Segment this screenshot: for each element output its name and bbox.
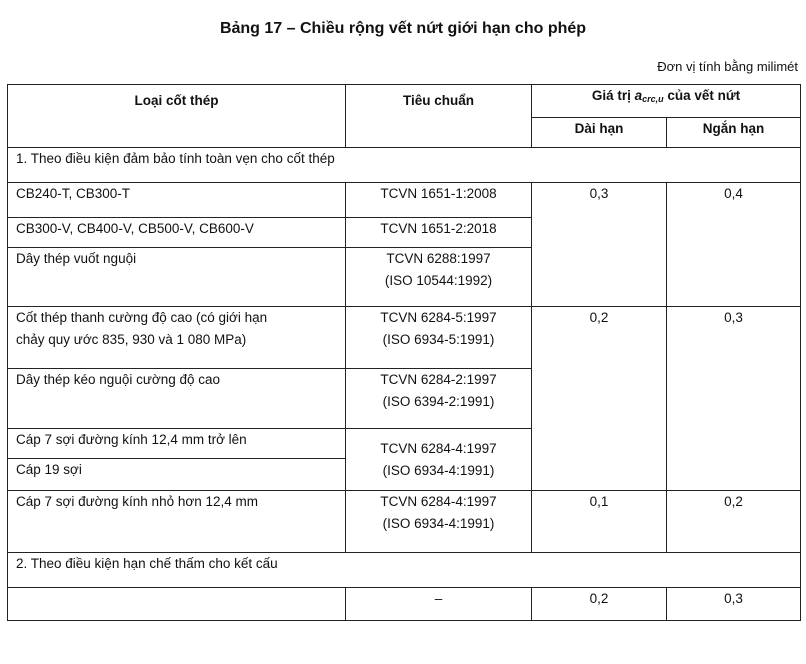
standard-line: TCVN 6284-4:1997 [380, 440, 497, 456]
group2-long-term-value: 0,2 [532, 307, 667, 491]
row-type: Cáp 7 sợi đường kính 12,4 mm trở lên [8, 429, 346, 459]
row-type: CB300-V, CB400-V, CB500-V, CB600-V [8, 218, 346, 248]
group2-short-term-value: 0,3 [667, 307, 801, 491]
header-short-term: Ngắn hạn [667, 118, 801, 148]
row-standard: TCVN 1651-1:2008 [346, 183, 532, 218]
standard-line: TCVN 6288:1997 [386, 251, 491, 266]
section-2-label: 2. Theo điều kiện hạn chế thấm cho kết cấu [8, 553, 801, 588]
row-standard [346, 491, 532, 553]
standard-line: TCVN 6284-5:1997 [380, 310, 497, 325]
row-standard [346, 429, 532, 491]
row-standard [346, 248, 532, 307]
row-long-term-value: 0,2 [532, 588, 667, 621]
row-type [8, 307, 346, 369]
standard-line: (ISO 6394-2:1991) [382, 394, 495, 409]
section-row [8, 553, 801, 588]
section-row [8, 148, 801, 183]
group1-short-term-value: 0,4 [667, 183, 801, 307]
table-row [8, 183, 801, 218]
row-long-term-value: 0,1 [532, 491, 667, 553]
header-value-prefix: Giá trị [591, 88, 635, 103]
type-line: Cốt thép thanh cường độ cao (có giới hạn [16, 310, 268, 325]
standard-line: (ISO 6934-5:1991) [382, 332, 495, 347]
header-type: Loại cốt thép [8, 85, 346, 148]
header-value-suffix: của vết nứt [663, 88, 741, 103]
row-type: CB240-T, CB300-T [8, 183, 346, 218]
row-type: Cáp 19 sợi [8, 459, 346, 491]
header-long-term: Dài hạn [532, 118, 667, 148]
unit-note: Đơn vị tính bằng milimét [657, 59, 798, 74]
header-value-symbol: a [634, 88, 643, 103]
header-value [532, 85, 801, 118]
table-row [8, 307, 801, 369]
row-standard: – [346, 588, 532, 621]
standard-line: (ISO 10544:1992) [384, 273, 493, 288]
crack-width-table [7, 84, 801, 621]
row-type: Cáp 7 sợi đường kính nhỏ hơn 12,4 mm [8, 491, 346, 553]
row-standard [346, 369, 532, 429]
row-short-term-value: 0,2 [667, 491, 801, 553]
table-row [8, 491, 801, 553]
type-line: chảy quy ước 835, 930 và 1 080 MPa) [16, 332, 247, 347]
row-standard: TCVN 1651-2:2018 [346, 218, 532, 248]
standard-line: (ISO 6934-4:1991) [382, 462, 495, 478]
row-type: Dây thép vuốt nguội [8, 248, 346, 307]
standard-line: TCVN 6284-2:1997 [380, 372, 497, 387]
group1-long-term-value: 0,3 [532, 183, 667, 307]
table-row [8, 588, 801, 621]
section-1-label: 1. Theo điều kiện đảm bảo tính toàn vẹn cho cốt thép [8, 148, 801, 183]
standard-line: (ISO 6934-4:1991) [382, 516, 495, 531]
row-type: Dây thép kéo nguội cường độ cao [8, 369, 346, 429]
row-short-term-value: 0,3 [667, 588, 801, 621]
standard-line: TCVN 6284-4:1997 [380, 494, 497, 509]
header-row [8, 85, 801, 118]
header-value-subscript: crc,u [642, 94, 664, 104]
row-standard [346, 307, 532, 369]
header-standard: Tiêu chuẩn [346, 85, 532, 148]
row-type [8, 588, 346, 621]
table-title: Bảng 17 – Chiều rộng vết nứt giới hạn cho phép [219, 20, 587, 37]
